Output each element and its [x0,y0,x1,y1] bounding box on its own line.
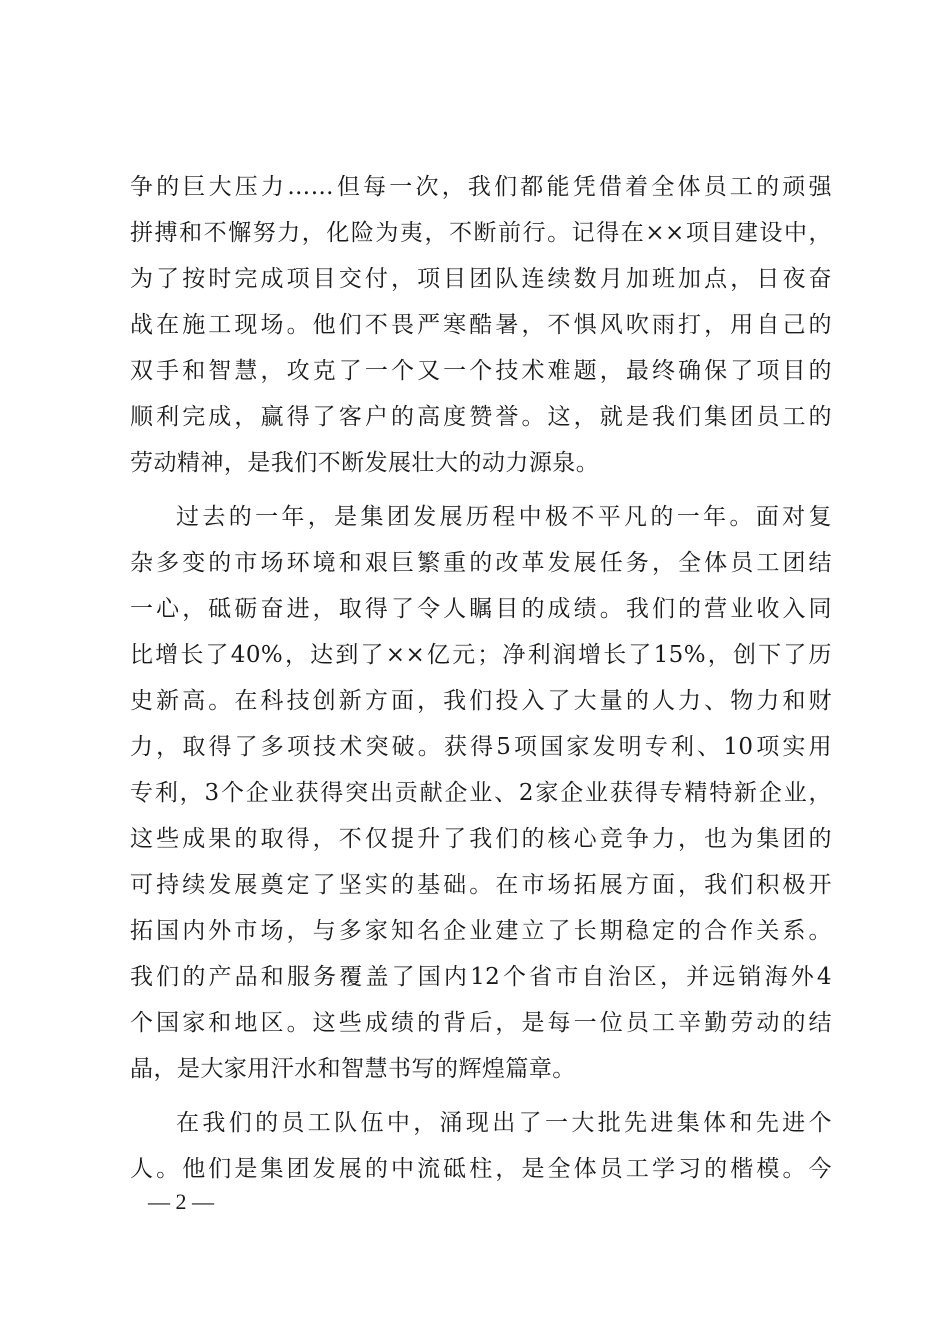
text-line: 杂多变的市场环境和艰巨繁重的改革发展任务，全体员工团结 [130,550,832,576]
text-line: 人。他们是集团发展的中流砥柱，是全体员工学习的楷模。今 [130,1156,832,1182]
text-line: 力，取得了多项技术突破。获得5项国家发明专利、10项实用 [130,734,832,760]
page-number: — 2 — [148,1189,214,1214]
text-line: 在我们的员工队伍中，涌现出了一大批先进集体和先进个 [176,1110,832,1136]
text-line: 双手和智慧，攻克了一个又一个技术难题，最终确保了项目的 [130,358,832,384]
text-line: 比增长了40%，达到了××亿元；净利润增长了15%，创下了历 [130,642,832,668]
text-line: 为了按时完成项目交付，项目团队连续数月加班加点，日夜奋 [130,266,832,292]
text-line: 拓国内外市场，与多家知名企业建立了长期稳定的合作关系。 [130,918,832,944]
text-line: 个国家和地区。这些成绩的背后，是每一位员工辛勤劳动的结 [130,1010,832,1036]
text-line: 我们的产品和服务覆盖了国内12个省市自治区，并远销海外4 [130,964,832,990]
text-line: 一心，砥砺奋进，取得了令人瞩目的成绩。我们的营业收入同 [130,596,832,622]
text-line: 史新高。在科技创新方面，我们投入了大量的人力、物力和财 [130,688,832,714]
text-line: 拼搏和不懈努力，化险为夷，不断前行。记得在××项目建设中， [130,220,832,246]
text-line: 专利，3个企业获得突出贡献企业、2家企业获得专精特新企业， [130,780,832,806]
text-line: 战在施工现场。他们不畏严寒酷暑，不惧风吹雨打，用自己的 [130,312,832,338]
text-line: 过去的一年，是集团发展历程中极不平凡的一年。面对复 [176,504,832,530]
text-line: 争的巨大压力……但每一次，我们都能凭借着全体员工的顽强 [130,174,832,200]
text-line: 劳动精神，是我们不断发展壮大的动力源泉。 [130,450,600,476]
text-line: 晶，是大家用汗水和智慧书写的辉煌篇章。 [130,1056,576,1082]
text-line: 可持续发展奠定了坚实的基础。在市场拓展方面，我们积极开 [130,872,832,898]
text-line: 顺利完成，赢得了客户的高度赞誉。这，就是我们集团员工的 [130,404,832,430]
text-line: 这些成果的取得，不仅提升了我们的核心竞争力，也为集团的 [130,826,832,852]
